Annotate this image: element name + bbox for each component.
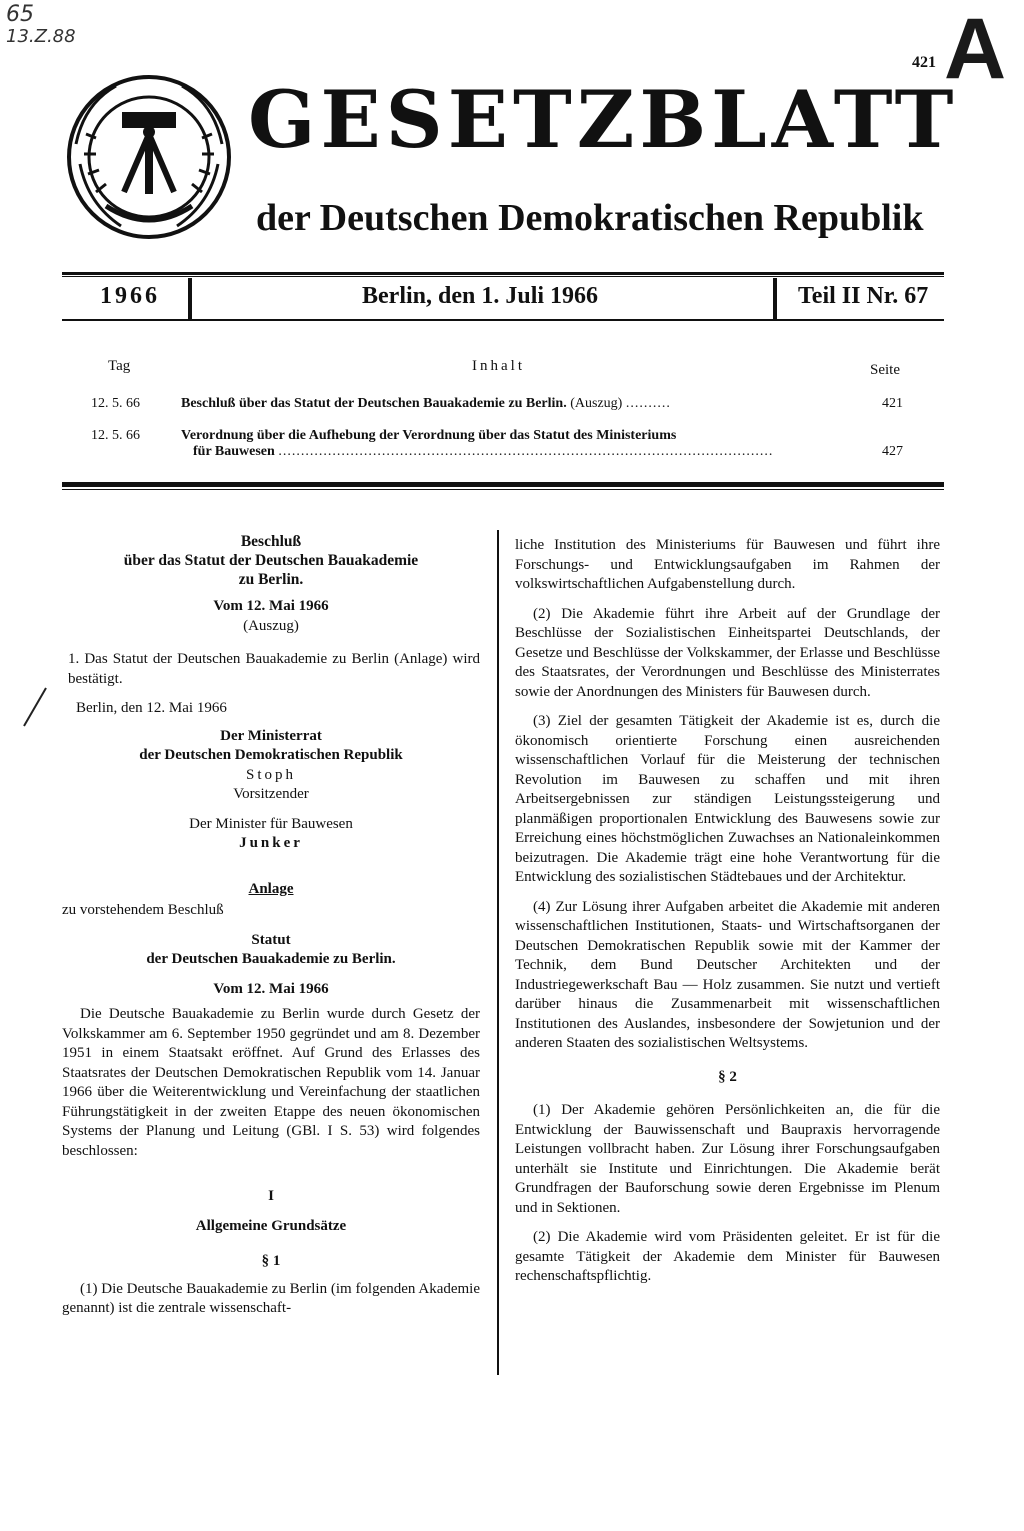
toc-header-title: Inhalt bbox=[472, 358, 525, 374]
toc-entry-page: 427 bbox=[882, 444, 903, 459]
right-column bbox=[515, 536, 940, 1287]
toc-entry-title-line2-text: für Bauwesen bbox=[193, 444, 275, 459]
toc-entry-title-suffix: (Auszug) bbox=[570, 396, 623, 411]
statute-date: Vom 12. Mai 1966 bbox=[213, 980, 329, 997]
annex-note: zu vorstehendem Beschluß bbox=[62, 902, 224, 918]
divider-right bbox=[773, 278, 777, 320]
signer-organization-line: Der Ministerrat bbox=[220, 727, 322, 744]
decision-item-1: 1. Das Statut der Deutschen Bauakademie zu Berlin (Anlage) wird bestätigt. bbox=[68, 651, 480, 687]
signer-name: Junker bbox=[239, 835, 303, 851]
section-roman: I bbox=[268, 1188, 274, 1204]
paragraph-text: (1) Die Deutsche Bauakademie zu Berlin (im folgenden Akademie genannt) ist die zentrale wissenschaft- bbox=[62, 1280, 480, 1316]
paragraph-text: (2) Die Akademie führt ihre Arbeit auf der Grundlage der Beschlüsse der Sozialistischen Einheitspartei Deutschlands, der Gesetze und Beschlüsse der Volkskammer, der Erlasse und Beschlüsse des Staatsrates, der Verordnungen und Beschlüsse des Ministerrates sowie der Anordnungen des Ministers für Bauwesen durch. bbox=[515, 605, 940, 700]
decision-heading bbox=[62, 532, 480, 589]
rule-contents-bottom-thin bbox=[62, 489, 944, 490]
statute-heading bbox=[62, 931, 480, 970]
toc-entry-date: 12. 5. 66 bbox=[91, 428, 140, 443]
signer-role: Der Minister für Bauwesen bbox=[189, 815, 353, 832]
toc-entry-title bbox=[181, 428, 851, 444]
annex-label bbox=[62, 880, 480, 900]
section-title: Allgemeine Grundsätze bbox=[195, 1217, 347, 1234]
toc-entry-title-text: Beschluß über das Statut der Deutschen Bauakademie zu Berlin. bbox=[181, 396, 567, 411]
decision-heading-line: Beschluß bbox=[240, 533, 302, 550]
masthead-title: GESETZBLATT bbox=[248, 73, 959, 166]
left-column bbox=[62, 532, 480, 1319]
handwritten-date-note: 13.Z.88 bbox=[6, 26, 76, 47]
issue-year: 1966 bbox=[100, 283, 160, 309]
decision-date: Vom 12. Mai 1966 bbox=[213, 598, 329, 614]
signer-organization-line: der Deutschen Demokratischen Republik bbox=[139, 747, 403, 763]
signer-role: Vorsitzender bbox=[233, 786, 309, 802]
issue-part: Teil II Nr. 67 bbox=[798, 283, 929, 309]
issue-date: Berlin, den 1. Juli 1966 bbox=[362, 283, 599, 309]
page-number: 421 bbox=[912, 54, 936, 71]
stamp-letter: A bbox=[944, 1, 1007, 97]
paragraph-text: (4) Zur Lösung ihrer Aufgaben arbeitet die Akademie mit anderen wissenschaftlichen Institutionen, Staats- und Wirtschaftsorganen der Deutschen Demokratischen Republik sowie mit der Kammer der Technik, dem Bund Deutscher Architekten und der Industriegewerkschaft Bau — Holz zusammen. Sie nutzt und vertieft darüber hinaus die Zusammenarbeit mit wissenschaftlichen Institutionen des Auslandes, insbesondere der Sowjetunion und der anderen Staaten des sozialistischen Weltsystems. bbox=[515, 898, 940, 1051]
statute-preamble: Die Deutsche Bauakademie zu Berlin wurde durch Gesetz der Volkskammer am 6. September 1950 gegründet und am 8. Dezember 1951 in einem Staatsakt eröffnet. Auf Grund des Erlasses des Staatsrates der Deutschen Demokratischen Republik vom 14. Januar 1966 über die Weiterentwicklung und Vereinfachung der staatlichen Führungstätigkeit in der zweiten Etappe des neuen ökonomischen Systems der Planung und Leitung (GBl. I S. 53) wird folgendes beschlossen: bbox=[62, 1006, 480, 1159]
handwritten-note: 65 bbox=[6, 2, 34, 27]
toc-entry-page: 421 bbox=[882, 396, 903, 411]
rule-contents-bottom bbox=[62, 482, 944, 487]
toc-entry-title-line2: für Bauwesen .............................................................................................................. bbox=[193, 444, 774, 459]
toc-entry-title-text: Verordnung über die Aufhebung der Verordnung über das Statut des Ministeriums bbox=[181, 428, 677, 443]
column-divider bbox=[497, 530, 499, 1375]
statute-heading-line: der Deutschen Bauakademie zu Berlin. bbox=[146, 951, 396, 967]
decision-place-date: Berlin, den 12. Mai 1966 bbox=[76, 700, 227, 716]
toc-header-day: Tag bbox=[108, 358, 131, 374]
toc-entry-title: Beschluß über das Statut der Deutschen Bauakademie zu Berlin. (Auszug) .......... bbox=[181, 396, 671, 411]
state-emblem-icon bbox=[66, 74, 232, 240]
toc-header-page: Seite bbox=[870, 362, 900, 378]
annex-label-text: Anlage bbox=[248, 880, 294, 897]
divider-left bbox=[188, 278, 192, 320]
margin-mark-icon bbox=[20, 686, 50, 730]
rule-top-thin bbox=[62, 276, 944, 277]
signer-organization bbox=[62, 727, 480, 766]
paragraph-number: § 1 bbox=[261, 1253, 281, 1269]
rule-bottom bbox=[62, 319, 944, 321]
decision-heading-line: zu Berlin. bbox=[238, 571, 304, 588]
paragraph-number: § 2 bbox=[718, 1068, 737, 1085]
masthead-subtitle: der Deutschen Demokratischen Republik bbox=[256, 197, 924, 239]
paragraph-text: (3) Ziel der gesamten Tätigkeit der Akademie ist es, durch die ökonomisch orientierte Forschung einen ausreichenden wissenschaftlichen Vorlauf für die Meisterung der technischen Revolution im Bauwesen zu schaffen und mit ihren Arbeitsergebnissen zur ständigen Leistungssteigerung und planmäßigen proportionalen Entwicklung des Bauwesens sowie zur Erreichung eines höchstmöglichen Zuwachses an Nationaleinkommen beizutragen. Die Akademie trägt eine hohe Verantwortung für die Entwicklung des sozialistischen Städtebaues und der Architektur. bbox=[515, 713, 940, 885]
decision-excerpt-note: (Auszug) bbox=[243, 617, 299, 634]
statute-heading-line: Statut bbox=[251, 931, 291, 948]
signer-name: Stoph bbox=[245, 766, 296, 783]
toc-entry-date: 12. 5. 66 bbox=[91, 396, 140, 411]
rule-top bbox=[62, 272, 944, 275]
decision-heading-line: über das Statut der Deutschen Bauakademie bbox=[123, 552, 419, 569]
paragraph-text: (2) Die Akademie wird vom Präsidenten geleitet. Er ist für die gesamte Tätigkeit der Akademie dem Minister für Bauwesen rechenschaftspflichtig. bbox=[515, 1229, 940, 1284]
paragraph-text: (1) Der Akademie gehören Persönlichkeiten an, die für die Entwicklung der Bauwissenschaft und Baupraxis hervorragende Leistungen vollbracht haben. Zur Lösung ihrer Forschungsaufgaben unterhält sie Institute und Einrichtungen. Die Akademie berät Grundfragen der Bauforschung sowie deren Ergebnisse im Plenum und in Sektionen. bbox=[515, 1102, 940, 1216]
paragraph-text: liche Institution des Ministeriums für Bauwesen und führt ihre Forschungs- und Entwicklungsaufgaben im Rahmen der volkswirtschaftlichen Aufgabenstellung durch. bbox=[515, 537, 940, 592]
